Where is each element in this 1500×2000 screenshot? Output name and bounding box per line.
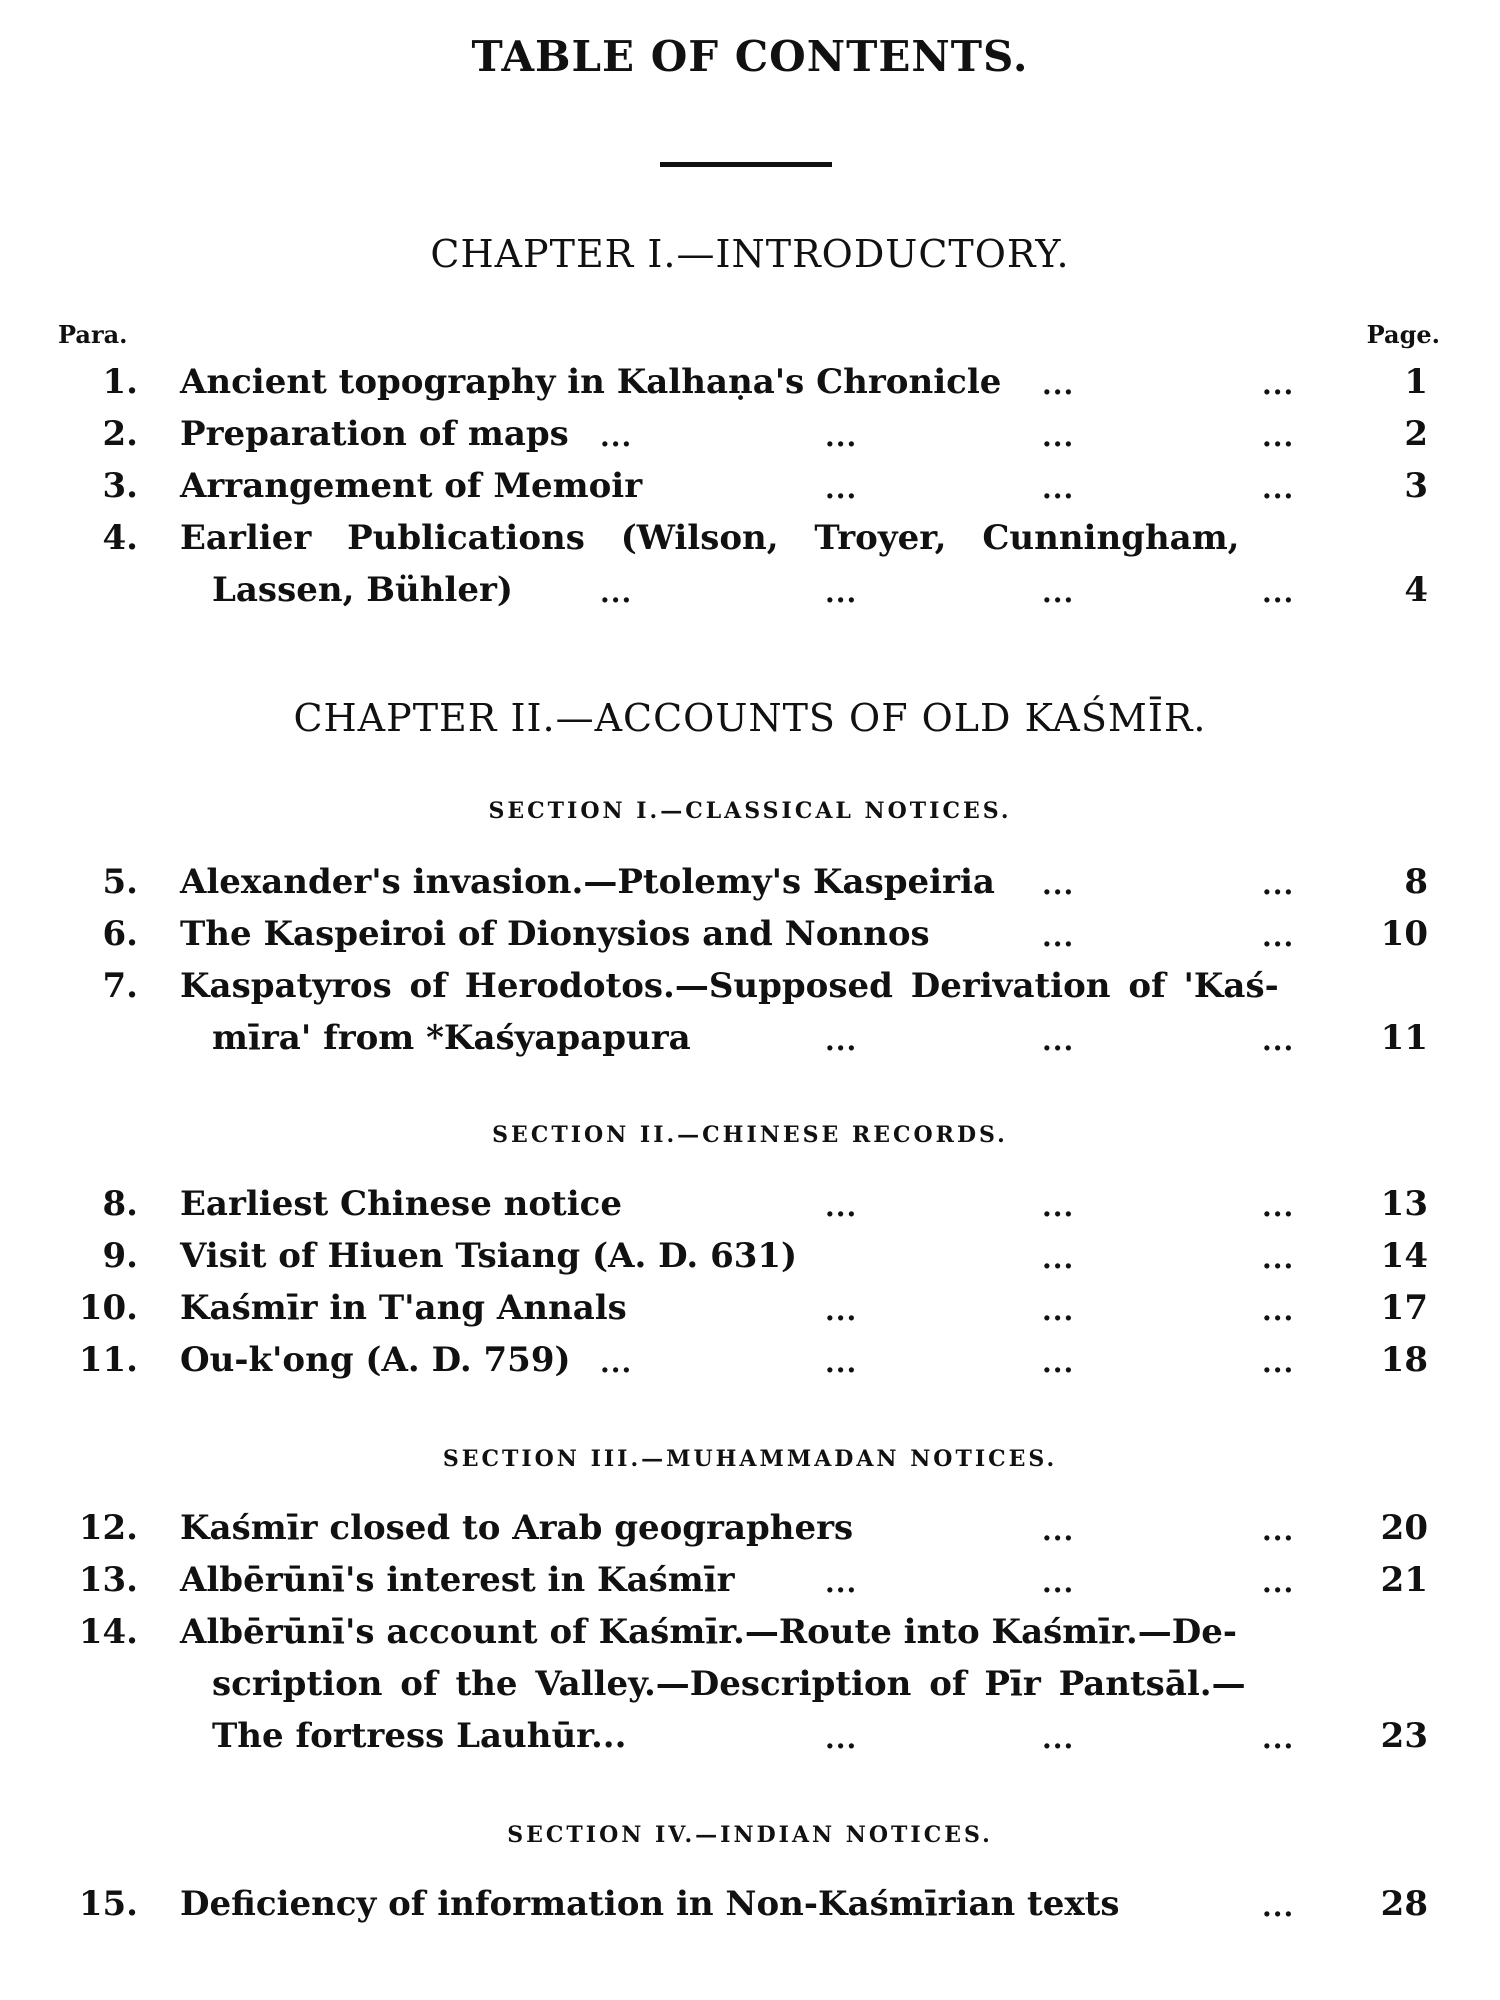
entry-title-continued: scription of the Valley.—Description of Pīr Pantsāl.— xyxy=(212,1664,1246,1704)
page-number: 1 xyxy=(1404,362,1428,402)
dot-leader: ... xyxy=(825,1566,858,1599)
dot-leader: ... xyxy=(1262,1514,1295,1547)
entry-title: Albērūnī's account of Kaśmīr.—Route into Kaśmīr.—De- xyxy=(180,1612,1237,1652)
dot-leader: ... xyxy=(1262,1566,1295,1599)
dot-leader: ... xyxy=(1262,1294,1295,1327)
toc-entry[interactable] xyxy=(0,1560,1500,1610)
toc-entry-continuation xyxy=(0,1664,1500,1714)
dot-leader: ... xyxy=(825,1294,858,1327)
toc-entry[interactable] xyxy=(0,914,1500,964)
dot-leader: ... xyxy=(1262,1242,1295,1275)
page-number: 4 xyxy=(1404,570,1428,610)
dot-leader: ... xyxy=(1042,420,1075,453)
toc-entry-continuation xyxy=(0,1018,1500,1068)
page-number: 20 xyxy=(1380,1508,1428,1548)
dot-leader: ... xyxy=(1262,1346,1295,1379)
para-number: 1. xyxy=(102,362,138,402)
page-number: 21 xyxy=(1380,1560,1428,1600)
para-number: 8. xyxy=(102,1184,138,1224)
toc-entry-continuation xyxy=(0,570,1500,620)
entry-title: Kaspatyros of Herodotos.—Supposed Derivation of 'Kaś- xyxy=(180,966,1279,1006)
page-number: 14 xyxy=(1380,1236,1428,1276)
dot-leader: ... xyxy=(1042,920,1075,953)
dot-leader: ... xyxy=(1262,920,1295,953)
section-heading: SECTION I.—CLASSICAL NOTICES. xyxy=(488,798,1012,824)
para-number: 2. xyxy=(102,414,138,454)
page-number: 10 xyxy=(1380,914,1428,954)
page-number: 3 xyxy=(1404,466,1428,506)
dot-leader: ... xyxy=(825,472,858,505)
dot-leader: ... xyxy=(1262,868,1295,901)
para-number: 11. xyxy=(78,1340,138,1380)
toc-entry[interactable] xyxy=(0,1288,1500,1338)
dot-leader: ... xyxy=(600,420,633,453)
toc-entry[interactable] xyxy=(0,414,1500,464)
page-number: 2 xyxy=(1404,414,1428,454)
para-number: 15. xyxy=(78,1884,138,1924)
dot-leader: ... xyxy=(1262,420,1295,453)
entry-title: The Kaspeiroi of Dionysios and Nonnos xyxy=(180,914,930,954)
dot-leader: ... xyxy=(1262,1722,1295,1755)
para-number: 12. xyxy=(78,1508,138,1548)
dot-leader: ... xyxy=(1262,1024,1295,1057)
page-number: 18 xyxy=(1380,1340,1428,1380)
toc-entry[interactable] xyxy=(0,1508,1500,1558)
dot-leader: ... xyxy=(1042,1566,1075,1599)
toc-entry[interactable] xyxy=(0,966,1500,1016)
chapter-heading: CHAPTER I.—INTRODUCTORY. xyxy=(430,232,1070,276)
dot-leader: ... xyxy=(1042,472,1075,505)
para-number: 7. xyxy=(102,966,138,1006)
para-number: 6. xyxy=(102,914,138,954)
para-number: 10. xyxy=(78,1288,138,1328)
page-title: TABLE OF CONTENTS. xyxy=(471,32,1029,81)
entry-title: Earliest Chinese notice xyxy=(180,1184,623,1224)
para-number: 3. xyxy=(102,466,138,506)
dot-leader: ... xyxy=(1262,472,1295,505)
toc-entry[interactable] xyxy=(0,1236,1500,1286)
dot-leader: ... xyxy=(1042,368,1075,401)
page-number: 11 xyxy=(1380,1018,1428,1058)
entry-title: Ou-k'ong (A. D. 759) xyxy=(180,1340,571,1380)
column-header-page: Page. xyxy=(1366,320,1440,349)
entry-title: Kaśmīr in T'ang Annals xyxy=(180,1288,627,1328)
dot-leader: ... xyxy=(1042,868,1075,901)
page-number: 28 xyxy=(1380,1884,1428,1924)
dot-leader: ... xyxy=(825,1722,858,1755)
toc-entry[interactable] xyxy=(0,1612,1500,1662)
dot-leader: ... xyxy=(1042,1242,1075,1275)
title-rule xyxy=(660,162,832,167)
dot-leader: ... xyxy=(1042,1346,1075,1379)
dot-leader: ... xyxy=(1262,1890,1295,1923)
dot-leader: ... xyxy=(600,576,633,609)
entry-title-continued: The fortress Lauhūr... xyxy=(212,1716,627,1756)
dot-leader: ... xyxy=(825,1024,858,1057)
entry-title: Ancient topography in Kalhaṇa's Chronicle xyxy=(180,362,1002,402)
dot-leader: ... xyxy=(825,1190,858,1223)
dot-leader: ... xyxy=(1042,1514,1075,1547)
entry-title: Earlier Publications (Wilson, Troyer, Cunningham, xyxy=(180,518,1240,558)
para-number: 14. xyxy=(78,1612,138,1652)
dot-leader: ... xyxy=(1042,576,1075,609)
dot-leader: ... xyxy=(825,576,858,609)
toc-entry[interactable] xyxy=(0,862,1500,912)
entry-title-continued: Lassen, Bühler) xyxy=(212,570,513,610)
page-number: 17 xyxy=(1380,1288,1428,1328)
dot-leader: ... xyxy=(1042,1190,1075,1223)
dot-leader: ... xyxy=(1042,1024,1075,1057)
toc-entry[interactable] xyxy=(0,1884,1500,1934)
dot-leader: ... xyxy=(1262,576,1295,609)
page-number: 23 xyxy=(1380,1716,1428,1756)
entry-title: Kaśmīr closed to Arab geographers xyxy=(180,1508,854,1548)
page-number: 8 xyxy=(1404,862,1428,902)
dot-leader: ... xyxy=(825,420,858,453)
entry-title: Visit of Hiuen Tsiang (A. D. 631) xyxy=(180,1236,798,1276)
toc-entry[interactable] xyxy=(0,1184,1500,1234)
entry-title: Preparation of maps xyxy=(180,414,569,454)
dot-leader: ... xyxy=(1042,1294,1075,1327)
dot-leader: ... xyxy=(1042,1722,1075,1755)
section-heading: SECTION IV.—INDIAN NOTICES. xyxy=(507,1822,993,1848)
dot-leader: ... xyxy=(600,1346,633,1379)
para-number: 5. xyxy=(102,862,138,902)
dot-leader: ... xyxy=(825,1346,858,1379)
entry-title: Alexander's invasion.—Ptolemy's Kaspeiria xyxy=(180,862,995,902)
section-heading: SECTION II.—CHINESE RECORDS. xyxy=(492,1122,1008,1148)
para-number: 9. xyxy=(102,1236,138,1276)
page-number: 13 xyxy=(1380,1184,1428,1224)
section-heading: SECTION III.—MUHAMMADAN NOTICES. xyxy=(442,1446,1058,1472)
chapter-heading: CHAPTER II.—ACCOUNTS OF OLD KAŚMĪR. xyxy=(293,696,1207,740)
entry-title: Deficiency of information in Non-Kaśmīrian texts xyxy=(180,1884,1120,1924)
toc-entry[interactable] xyxy=(0,466,1500,516)
entry-title: Arrangement of Memoir xyxy=(180,466,643,506)
toc-entry-continuation xyxy=(0,1716,1500,1766)
entry-title: Albērūnī's interest in Kaśmīr xyxy=(180,1560,735,1600)
dot-leader: ... xyxy=(1262,1190,1295,1223)
dot-leader: ... xyxy=(1262,368,1295,401)
toc-entry[interactable] xyxy=(0,1340,1500,1390)
para-number: 4. xyxy=(102,518,138,558)
entry-title-continued: mīra' from *Kaśyapapura xyxy=(212,1018,691,1058)
para-number: 13. xyxy=(78,1560,138,1600)
toc-entry[interactable] xyxy=(0,362,1500,412)
toc-entry[interactable] xyxy=(0,518,1500,568)
column-header-para: Para. xyxy=(58,320,128,349)
